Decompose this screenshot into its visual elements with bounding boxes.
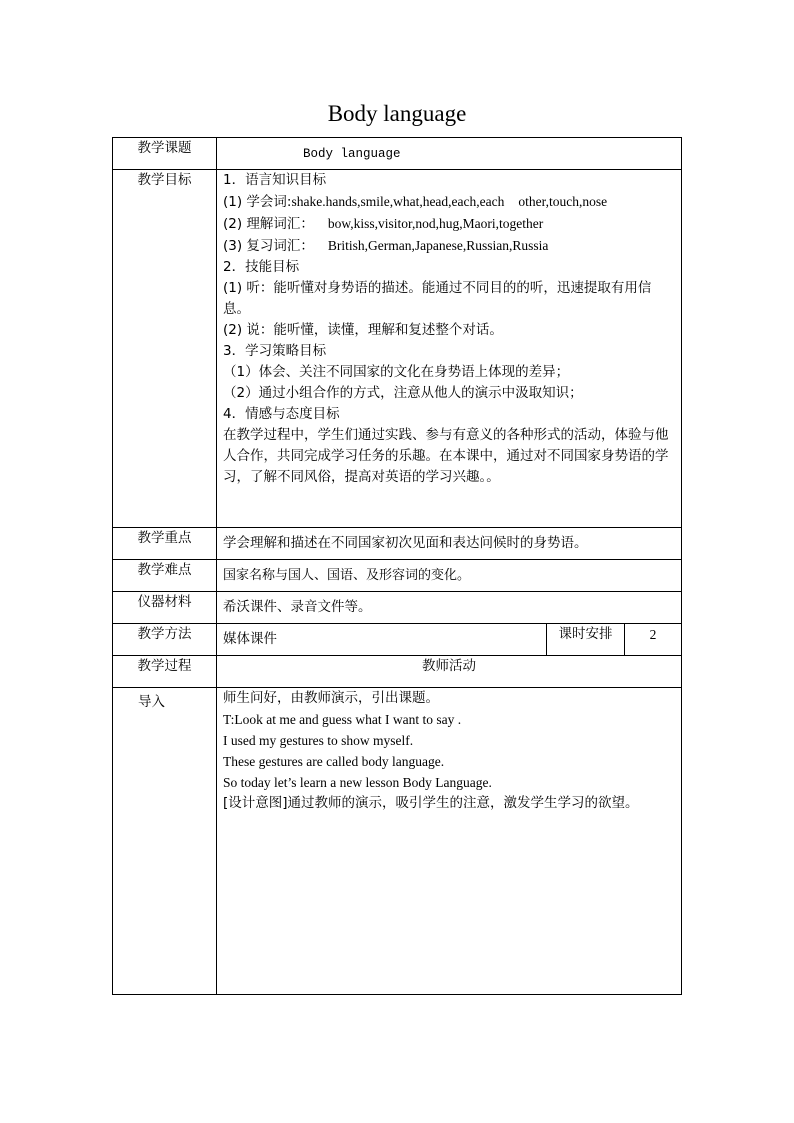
- hours-value: 2: [625, 624, 682, 656]
- intro-line-2: T:Look at me and guess what I want to say .: [223, 712, 462, 727]
- topic-value: [217, 138, 682, 170]
- objective-review-words: [223, 235, 678, 257]
- row-intro: [113, 688, 682, 995]
- objective-understand-words: [223, 213, 678, 235]
- row-method: [113, 624, 682, 656]
- materials-value: 希沃课件、录音文件等。: [217, 592, 682, 624]
- row-process-header: [113, 656, 682, 688]
- materials-label: 仪器材料: [113, 592, 217, 624]
- intro-label-text: 导入: [138, 694, 165, 710]
- method-label: 教学方法: [113, 624, 217, 656]
- learn-prefix: (1) 学会词:: [223, 194, 292, 210]
- hours-label: 课时安排: [547, 624, 625, 656]
- learn-words-2: other,touch,nose: [518, 194, 608, 209]
- method-value: 媒体课件: [217, 624, 547, 656]
- objective-heading-4: 4．情感与态度目标: [223, 406, 340, 422]
- objectives-label: 教学目标: [113, 170, 217, 528]
- topic-value-text: Body language: [303, 146, 401, 161]
- row-key-points: [113, 528, 682, 560]
- teacher-activity-header: 教师活动: [217, 656, 682, 688]
- process-label: 教学过程: [113, 656, 217, 688]
- lesson-plan-table: [112, 137, 682, 995]
- intro-content: [217, 688, 682, 995]
- objective-strategy-1: （1）体会、关注不同国家的文化在身势语上体现的差异；: [223, 364, 570, 380]
- intro-design-intent: [设计意图]通过教师的演示，吸引学生的注意，激发学生学习的欲望。: [223, 795, 639, 811]
- objective-strategy-2: （2）通过小组合作的方式，注意从他人的演示中汲取知识；: [223, 385, 583, 401]
- objective-learn-words: [223, 191, 678, 213]
- row-materials: [113, 592, 682, 624]
- difficulties-value: 国家名称与国人、国语、及形容词的变化。: [217, 560, 682, 592]
- objective-heading-2: 2．技能目标: [223, 259, 300, 275]
- objectives-content: [217, 170, 682, 528]
- key-points-label: 教学重点: [113, 528, 217, 560]
- row-objectives: [113, 170, 682, 528]
- topic-label: 教学课题: [113, 138, 217, 170]
- objective-heading-3: 3．学习策略目标: [223, 343, 327, 359]
- intro-line-4: These gestures are called body language.: [223, 754, 445, 769]
- intro-line-3: I used my gestures to show myself.: [223, 733, 414, 748]
- understand-words: bow,kiss,visitor,nod,hug,Maori,together: [327, 216, 544, 231]
- objective-heading-1: 1．语言知识目标: [223, 172, 327, 188]
- document-title: Body language: [327, 101, 467, 126]
- intro-label: [113, 688, 217, 995]
- row-topic: [113, 138, 682, 170]
- objective-listen: (1) 听：能听懂对身势语的描述。能通过不同目的的听，迅速提取有用信息。: [223, 280, 652, 317]
- objective-speak: (2) 说：能听懂，读懂，理解和复述整个对话。: [223, 322, 503, 338]
- intro-line-1: 师生问好，由教师演示，引出课题。: [223, 690, 439, 706]
- review-prefix: (3) 复习词汇：: [223, 238, 314, 254]
- learn-words: shake.hands,smile,what,head,each,each: [291, 194, 505, 209]
- row-difficulties: [113, 560, 682, 592]
- review-words: British,German,Japanese,Russian,Russia: [327, 238, 549, 253]
- intro-line-5: So today let’s learn a new lesson Body Language.: [223, 775, 492, 790]
- understand-prefix: (2) 理解词汇：: [223, 216, 314, 232]
- difficulties-label: 教学难点: [113, 560, 217, 592]
- objective-emotion: 在教学过程中，学生们通过实践、参与有意义的各种形式的活动，体验与他人合作，共同完成学习任务的乐趣。在本课中，通过对不同国家身势语的学习，了解不同风俗，提高对英语的学习兴趣。。: [223, 427, 669, 485]
- key-points-value: 学会理解和描述在不同国家初次见面和表达问候时的身势语。: [217, 528, 682, 560]
